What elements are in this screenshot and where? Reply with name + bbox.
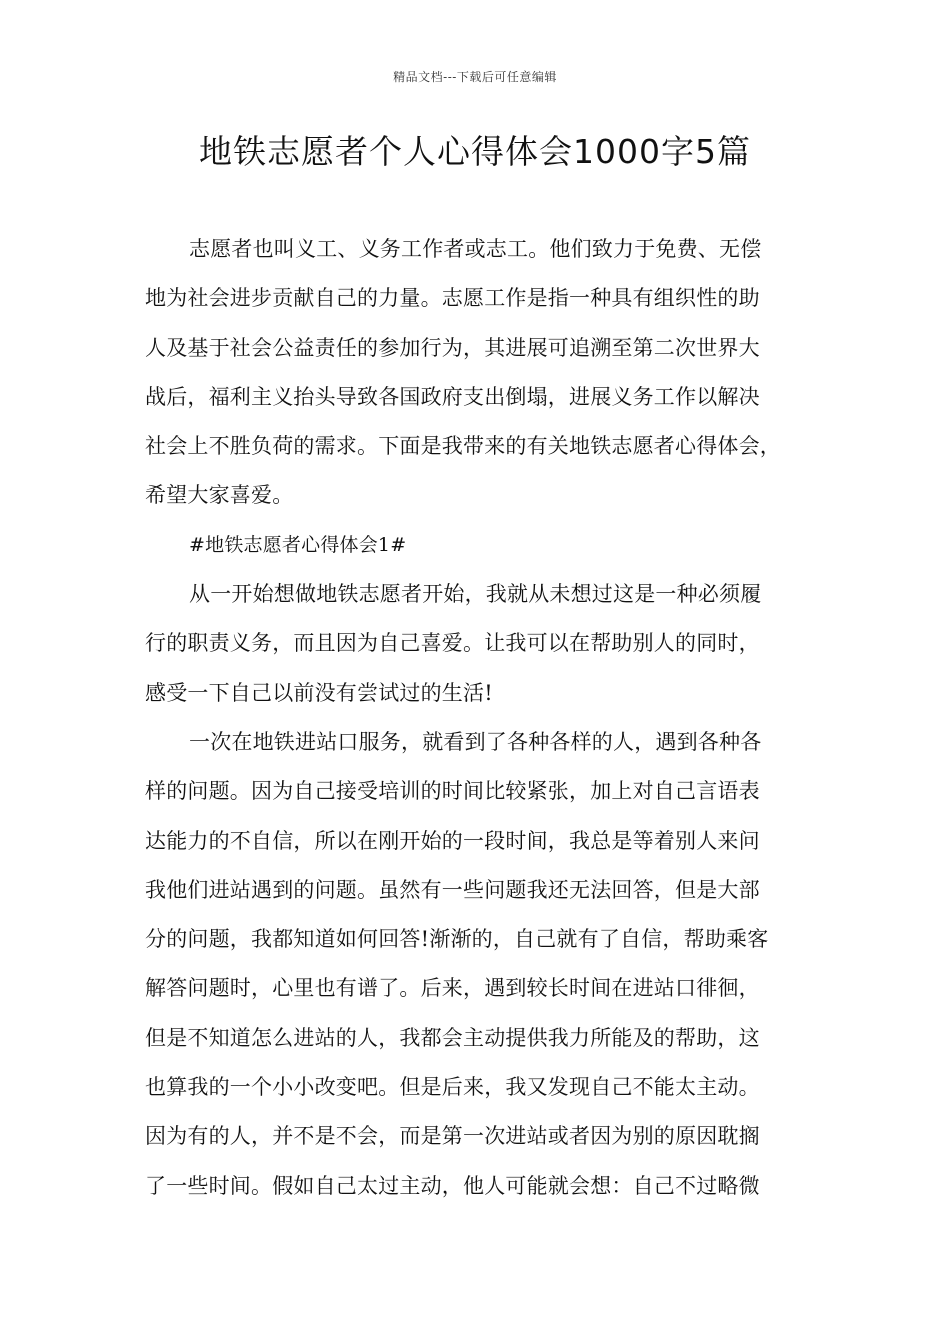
body-line: 志愿者也叫义工、义务工作者或志工。他们致力于免费、无偿 [189, 237, 762, 261]
body-line: 解答问题时，心里也有谱了。后来，遇到较长时间在进站口徘徊， [145, 976, 760, 1001]
body-line: 也算我的一个小小改变吧。但是后来，我又发现自己不能太主动。 [145, 1075, 760, 1100]
document-body [145, 232, 810, 1218]
body-line: 感受一下自己以前没有尝试过的生活! [145, 680, 493, 705]
body-line: 因为有的人，并不是不会，而是第一次进站或者因为别的原因耽搁 [145, 1124, 760, 1149]
document-title: 地铁志愿者个人心得体会1000字5篇 [199, 132, 751, 171]
body-line: 从一开始想做地铁志愿者开始，我就从未想过这是一种必须履 [189, 582, 762, 607]
body-line: 地为社会进步贡献自己的力量。志愿工作是指一种具有组织性的助 [145, 286, 760, 311]
body-line: 希望大家喜爱。 [145, 483, 294, 508]
body-line: 达能力的不自信，所以在刚开始的一段时间，我总是等着别人来问 [145, 828, 760, 853]
body-line: 社会上不胜负荷的需求。下面是我带来的有关地铁志愿者心得体会， [145, 434, 781, 459]
body-line: 人及基于社会公益责任的参加行为，其进展可追溯至第二次世界大 [145, 335, 760, 360]
body-line: 一次在地铁进站口服务，就看到了各种各样的人，遇到各种各 [189, 729, 762, 754]
body-line: 战后，福利主义抬头导致各国政府支出倒塌，进展义务工作以解决 [145, 384, 760, 409]
body-line: 但是不知道怎么进站的人，我都会主动提供我力所能及的帮助，这 [145, 1025, 760, 1050]
body-line: 了一些时间。假如自己太过主动，他人可能就会想：自己不过略微 [145, 1173, 760, 1198]
header-note: 精品文档---下载后可任意编辑 [393, 70, 557, 84]
body-line: 分的问题，我都知道如何回答!渐渐的，自己就有了自信，帮助乘客 [145, 927, 769, 952]
body-line: 我他们进站遇到的问题。虽然有一些问题我还无法回答，但是大部 [145, 877, 760, 902]
body-line: #地铁志愿者心得体会1# [189, 533, 407, 556]
body-line: 行的职责义务，而且因为自己喜爱。让我可以在帮助别人的同时， [145, 631, 760, 656]
body-line: 样的问题。因为自己接受培训的时间比较紧张，加上对自己言语表 [145, 779, 760, 804]
